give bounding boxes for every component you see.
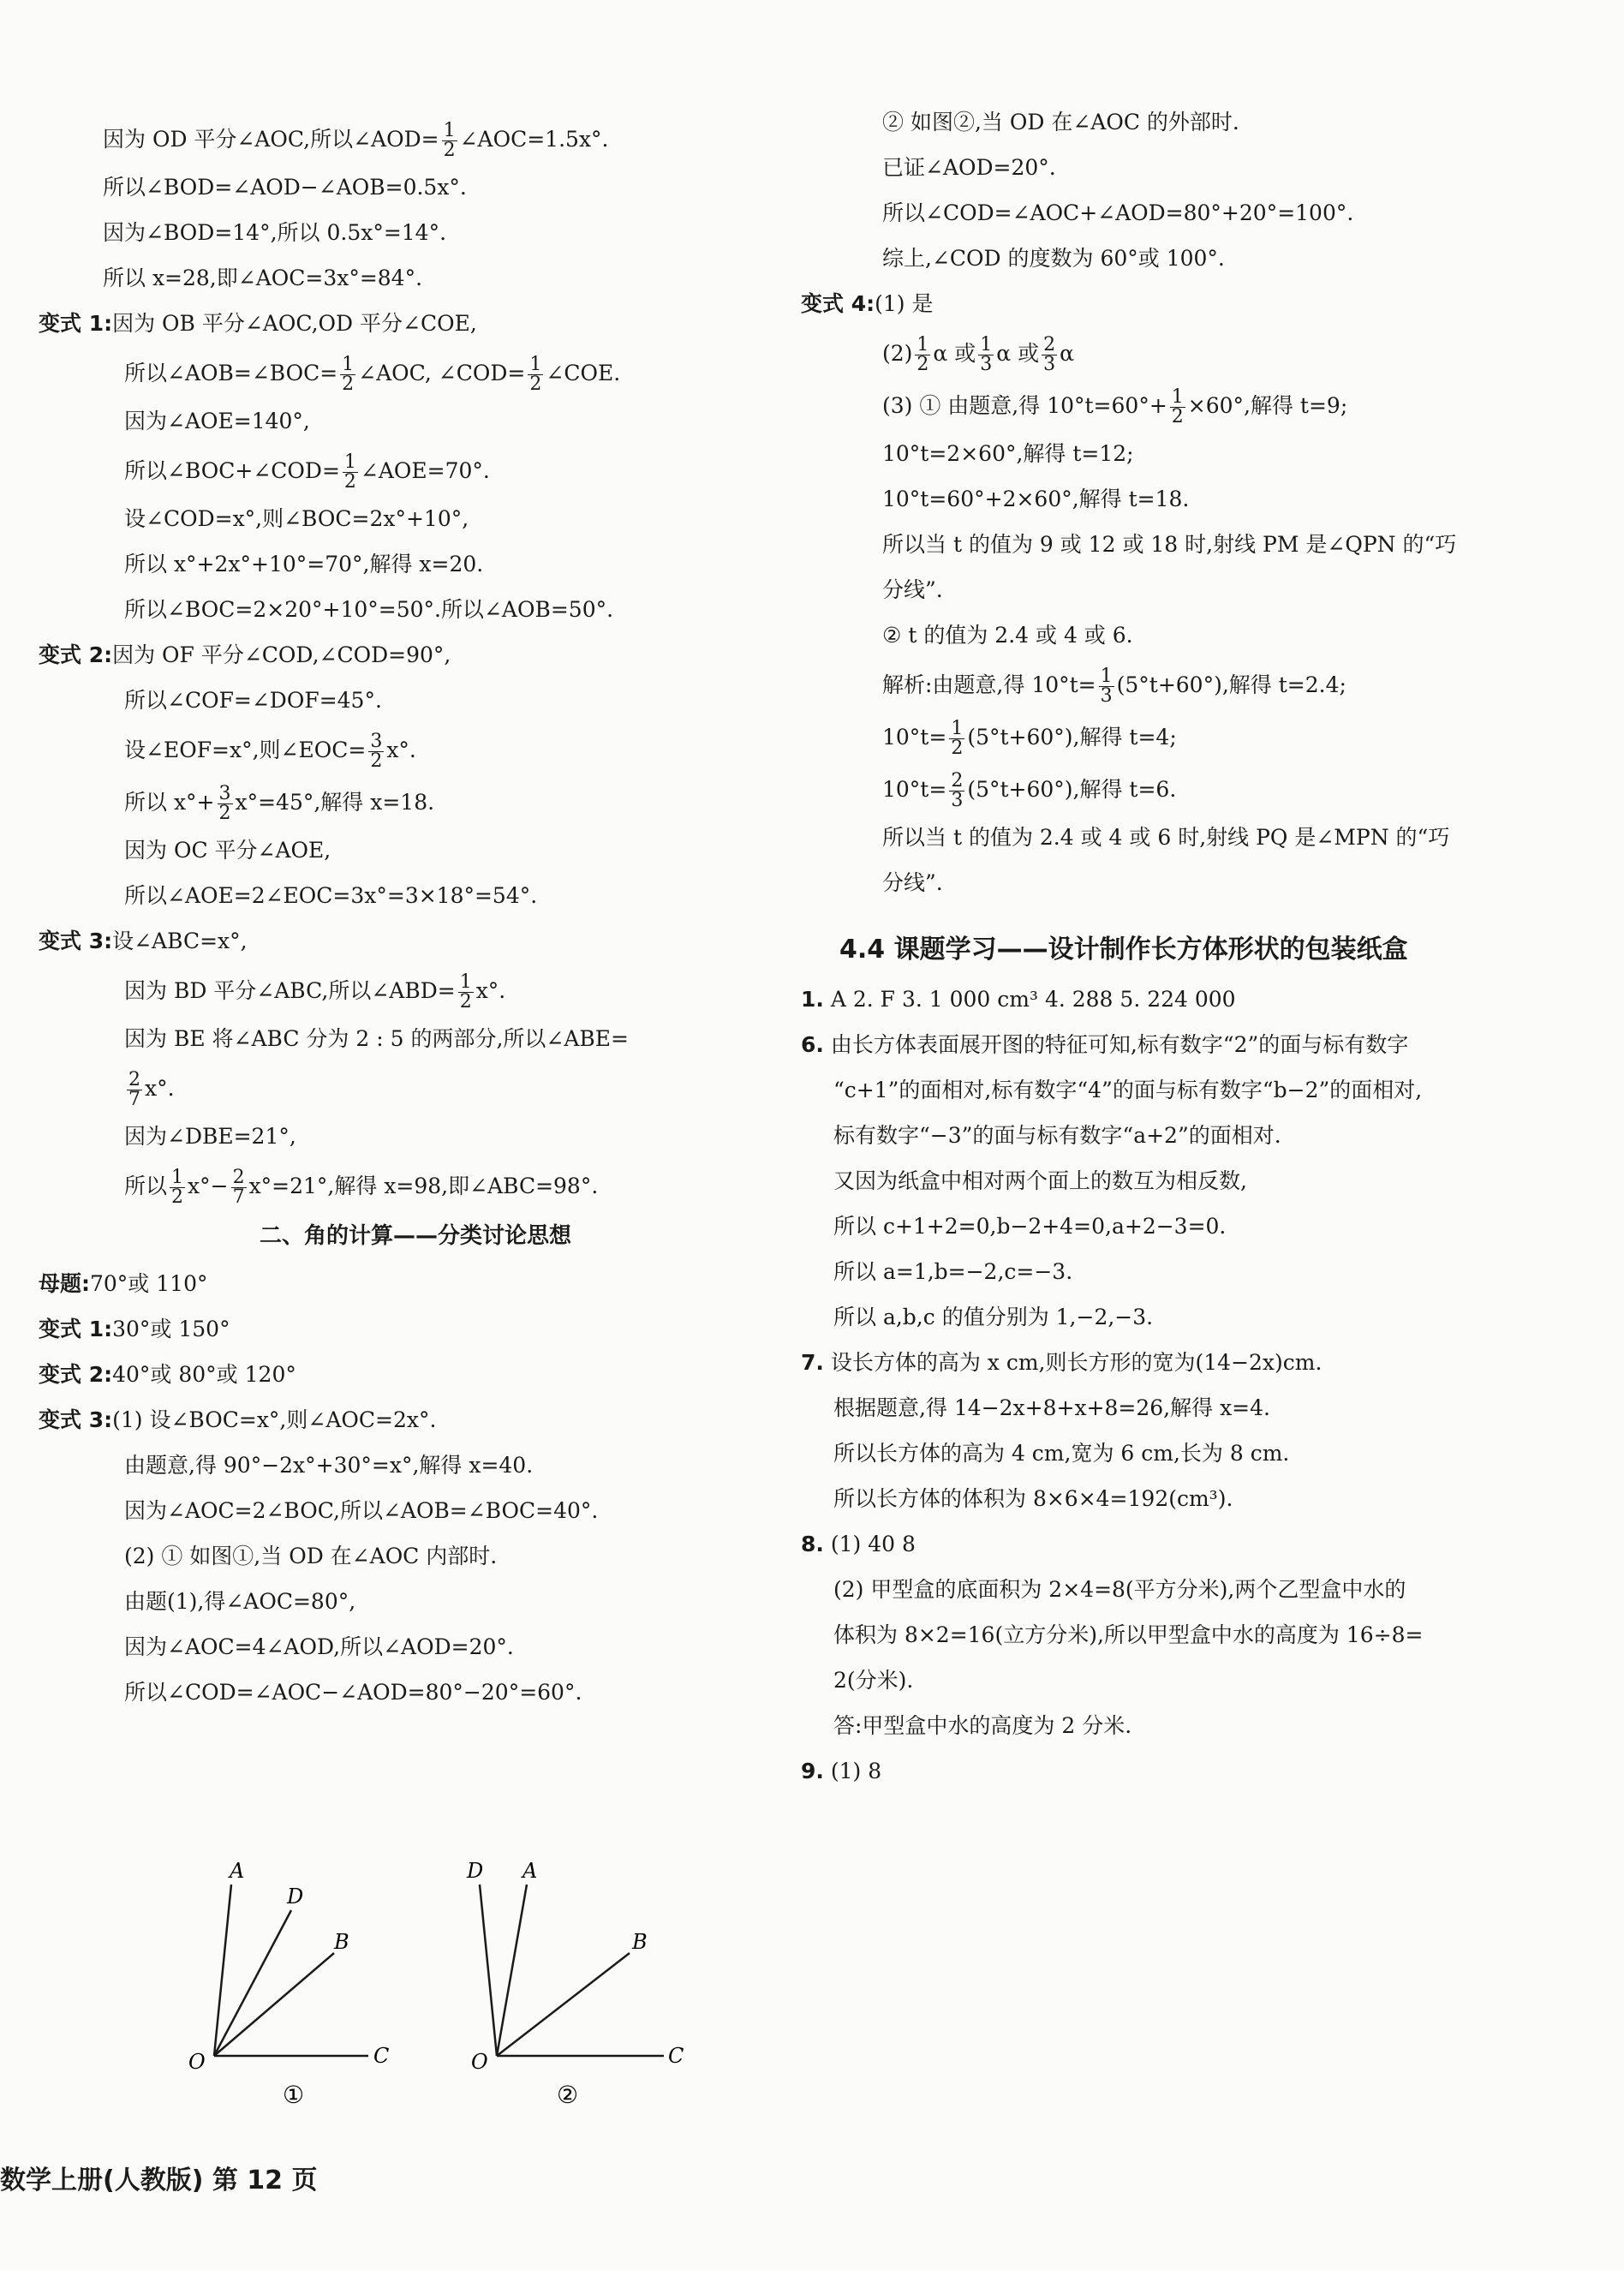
variant-tag: 变式 3: <box>39 929 113 953</box>
point-label: O <box>188 2050 206 2074</box>
question-8: 8. (1) 40 8 <box>801 1532 916 1556</box>
answer-line: 分线”. <box>882 577 943 602</box>
point-label: A <box>522 1859 538 1883</box>
section-title: 4.4 课题学习——设计制作长方体形状的包装纸盒 <box>839 935 1408 965</box>
answer-line: 变式 1:30°或 150° <box>39 1317 230 1341</box>
answer-line: 1. A 2. F 3. 1 000 cm³ 4. 288 5. 224 000 <box>801 987 1236 1012</box>
right-column <box>801 103 1555 1801</box>
fraction: $\frac{1}{2}$ <box>171 1167 184 1208</box>
answer-line: 10°t= $\frac{2}{3}$ (5°t+60°),解得 t=6. <box>882 770 1177 811</box>
answer-line: 所以 a,b,c 的值分别为 1,−2,−3. <box>833 1305 1154 1329</box>
variant-2: 变式 2:因为 OF 平分∠COD,∠COD=90°, <box>39 642 451 667</box>
fraction: $\frac{2}{7}$ <box>232 1167 245 1208</box>
angle-figures <box>171 1859 719 2107</box>
answer-line: 因为 OD 平分∠AOC,所以∠AOD= $\frac{1}{2}$ ∠AOC=1.5x°. <box>103 120 609 161</box>
fraction: $\frac{2}{3}$ <box>951 770 964 811</box>
question-9: 9. (1) 8 <box>801 1759 882 1783</box>
page-footer: 数学上册(人教版) 第 12 页 <box>0 2165 318 2195</box>
answer-line: 因为 OC 平分∠AOE, <box>124 838 331 863</box>
fraction: $\frac{1}{3}$ <box>980 334 993 375</box>
fraction: $\frac{3}{2}$ <box>218 783 231 824</box>
answer-line: $\frac{2}{7}$ x°. <box>128 1069 175 1110</box>
fraction: $\frac{1}{2}$ <box>342 354 355 395</box>
variant-tag: 变式 1: <box>39 311 113 336</box>
answer-line: 体积为 8×2=16(立方分米),所以甲型盒中水的高度为 16÷8= <box>833 1622 1424 1647</box>
answer-line: 所以长方体的体积为 8×6×4=192(cm³). <box>833 1486 1233 1511</box>
answer-line: 由题(1),得∠AOC=80°, <box>124 1589 356 1614</box>
point-label: A <box>230 1859 245 1883</box>
answer-line: 所以∠BOC+∠COD= $\frac{1}{2}$ ∠AOE=70°. <box>124 451 490 493</box>
answer-line: 标有数字“−3”的面与标有数字“a+2”的面相对. <box>833 1123 1281 1148</box>
fraction: $\frac{1}{3}$ <box>1100 666 1113 707</box>
fraction: $\frac{2}{3}$ <box>1043 334 1056 375</box>
question-7: 7. 设长方体的高为 x cm,则长方形的宽为(14−2x)cm. <box>801 1350 1322 1375</box>
answer-line: 因为∠AOE=140°, <box>124 409 310 433</box>
left-column <box>39 103 792 1723</box>
variant-1: 变式 1:因为 OB 平分∠AOC,OD 平分∠COE, <box>39 311 477 336</box>
answer-line: 因为∠AOC=2∠BOC,所以∠AOB=∠BOC=40°. <box>124 1498 599 1523</box>
section-title: 二、角的计算——分类讨论思想 <box>259 1223 571 1249</box>
figure-2 <box>466 1859 684 2107</box>
fraction: $\frac{1}{2}$ <box>443 120 456 161</box>
answer-line: (2) ① 如图①,当 OD 在∠AOC 内部时. <box>124 1544 498 1568</box>
answer-line: 所以长方体的高为 4 cm,宽为 6 cm,长为 8 cm. <box>833 1441 1290 1466</box>
fraction: $\frac{1}{2}$ <box>343 451 356 493</box>
answer-line: “c+1”的面相对,标有数字“4”的面与标有数字“b−2”的面相对, <box>833 1078 1423 1102</box>
answer-line: 10°t=2×60°,解得 t=12; <box>882 441 1134 466</box>
answer-line: 变式 3:(1) 设∠BOC=x°,则∠AOC=2x°. <box>39 1407 437 1432</box>
answer-line: 综上,∠COD 的度数为 60°或 100°. <box>882 246 1225 271</box>
answer-line: (3) ① 由题意,得 10°t=60°+ $\frac{1}{2}$ ×60°,解得 t=9; <box>882 386 1348 427</box>
point-label: B <box>632 1930 648 1954</box>
answer-line: 因为∠AOC=4∠AOD,所以∠AOD=20°. <box>124 1634 514 1659</box>
point-label: C <box>668 2044 684 2068</box>
fraction: $\frac{1}{2}$ <box>916 334 929 375</box>
answer-line: 变式 2:40°或 80°或 120° <box>39 1362 296 1387</box>
answer-line: 因为 BD 平分∠ABC,所以∠ABD= $\frac{1}{2}$ x°. <box>124 971 506 1013</box>
answer-line: 根据题意,得 14−2x+8+x+8=26,解得 x=4. <box>833 1395 1270 1420</box>
answer-line: 分线”. <box>882 870 943 895</box>
answer-line: 10°t= $\frac{1}{2}$ (5°t+60°),解得 t=4; <box>882 718 1177 759</box>
answer-line: 所以 c+1+2=0,b−2+4=0,a+2−3=0. <box>833 1214 1227 1239</box>
answer-line: 答:甲型盒中水的高度为 2 分米. <box>833 1713 1132 1738</box>
answer-line: 所以∠AOB=∠BOC= $\frac{1}{2}$ ∠AOC, ∠COD= $\frac{1}{2}$ ∠COE. <box>124 354 621 395</box>
fraction: $\frac{1}{2}$ <box>459 971 472 1013</box>
answer-line: 所以∠COD=∠AOC−∠AOD=80°−20°=60°. <box>124 1680 582 1705</box>
answer-line: 所以当 t 的值为 2.4 或 4 或 6 时,射线 PQ 是∠MPN 的“巧 <box>882 825 1450 850</box>
answer-line: 所以∠COD=∠AOC+∠AOD=80°+20°=100°. <box>882 200 1354 225</box>
point-label: D <box>467 1859 484 1883</box>
fraction: $\frac{1}{2}$ <box>529 354 542 395</box>
variant-tag: 变式 4: <box>801 291 875 316</box>
fraction: $\frac{1}{2}$ <box>951 718 964 759</box>
question-6: 6. 由长方体表面展开图的特征可知,标有数字“2”的面与标有数字 <box>801 1032 1409 1057</box>
point-label: D <box>287 1885 304 1909</box>
point-label: C <box>373 2044 390 2068</box>
figure-1 <box>188 1859 389 2107</box>
answer-line: (2) $\frac{1}{2}$ α 或 $\frac{1}{3}$ α 或 $\frac{2}{3}$ α <box>882 334 1074 375</box>
answer-line: 10°t=60°+2×60°,解得 t=18. <box>882 487 1190 511</box>
answer-line: (2) 甲型盒的底面积为 2×4=8(平方分米),两个乙型盒中水的 <box>833 1577 1406 1602</box>
fraction: $\frac{1}{2}$ <box>1171 386 1184 427</box>
answer-line: 所以∠COF=∠DOF=45°. <box>124 688 382 713</box>
answer-line: 因为 BE 将∠ABC 分为 2 : 5 的两部分,所以∠ABE= <box>124 1026 629 1051</box>
answer-line: 所以当 t 的值为 9 或 12 或 18 时,射线 PM 是∠QPN 的“巧 <box>882 532 1457 557</box>
answer-line: ② 如图②,当 OD 在∠AOC 的外部时. <box>882 110 1239 134</box>
answer-line: 已证∠AOD=20°. <box>882 155 1056 180</box>
answer-line: 所以 a=1,b=−2,c=−3. <box>833 1259 1073 1284</box>
answer-line: 所以∠BOC=2×20°+10°=50°.所以∠AOB=50°. <box>124 597 614 622</box>
variant-3: 变式 3:设∠ABC=x°, <box>39 929 248 953</box>
figure-caption: ② <box>557 2081 579 2107</box>
variant-4: 变式 4:(1) 是 <box>801 291 934 316</box>
answer-line: 由题意,得 90°−2x°+30°=x°,解得 x=40. <box>124 1453 534 1478</box>
answer-line: 因为∠DBE=21°, <box>124 1124 296 1149</box>
answer-line: 解析:由题意,得 10°t= $\frac{1}{3}$ (5°t+60°),解得 t=2.4; <box>882 666 1346 707</box>
answer-line: 所以 x°+ $\frac{3}{2}$ x°=45°,解得 x=18. <box>124 783 435 824</box>
variant-tag: 变式 2: <box>39 642 113 667</box>
answer-line: 因为∠BOD=14°,所以 0.5x°=14°. <box>103 220 447 245</box>
answer-line: 又因为纸盒中相对两个面上的数互为相反数, <box>833 1168 1247 1193</box>
answer-line: 所以 $\frac{1}{2}$ x°− $\frac{2}{7}$ x°=21°,解得 x=98,即∠ABC=98°. <box>124 1167 599 1208</box>
answer-line: 所以∠AOE=2∠EOC=3x°=3×18°=54°. <box>124 883 538 908</box>
fraction: $\frac{3}{2}$ <box>370 731 383 772</box>
point-label: B <box>334 1930 349 1954</box>
fraction: $\frac{2}{7}$ <box>128 1069 140 1110</box>
figure-caption: ① <box>283 2081 305 2107</box>
answer-line: 所以∠BOD=∠AOD−∠AOB=0.5x°. <box>103 175 467 200</box>
answer-line: 所以 x=28,即∠AOC=3x°=84°. <box>103 266 423 290</box>
point-label: O <box>471 2050 488 2074</box>
answer-line: 设∠COD=x°,则∠BOC=2x°+10°, <box>124 506 469 531</box>
answer-line: 母题:70°或 110° <box>39 1271 208 1296</box>
answer-line: 2(分米). <box>833 1668 914 1693</box>
answer-line: 所以 x°+2x°+10°=70°,解得 x=20. <box>124 552 484 576</box>
answer-line: ② t 的值为 2.4 或 4 或 6. <box>882 623 1133 648</box>
answer-line: 设∠EOF=x°,则∠EOC= $\frac{3}{2}$ x°. <box>124 731 416 772</box>
